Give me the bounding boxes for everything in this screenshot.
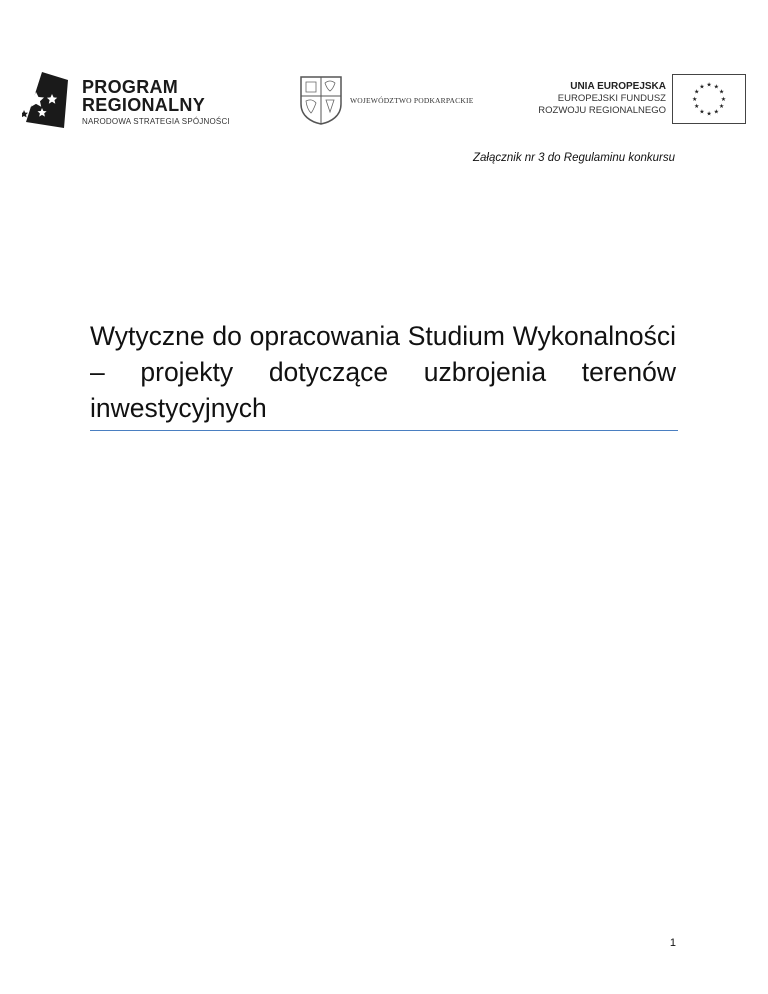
eu-logo-line3: ROZWOJU REGIONALNEGO xyxy=(538,105,666,116)
annex-note: Załącznik nr 3 do Regulaminu konkursu xyxy=(473,152,675,164)
voivodeship-logo xyxy=(298,74,498,126)
eu-star-icon: ★ xyxy=(718,104,725,111)
eu-star-icon: ★ xyxy=(720,96,726,103)
program-logo-line3: NARODOWA STRATEGIA SPÓJNOŚCI xyxy=(82,117,230,126)
eu-star-icon: ★ xyxy=(693,89,700,96)
eu-logo-line1: UNIA EUROPEJSKA xyxy=(570,81,666,92)
coat-of-arms-icon xyxy=(298,74,344,126)
page-number: 1 xyxy=(669,937,676,949)
program-logo-line1: PROGRAM xyxy=(82,77,179,97)
title-underline xyxy=(90,430,678,431)
eu-star-icon: ★ xyxy=(699,109,705,116)
eu-flag-icon xyxy=(672,74,746,124)
eu-star-icon: ★ xyxy=(713,109,719,116)
document-title: Wytyczne do opracowania Studium Wykonalności – projekty dotyczące uzbrojenia terenów inwestycyjnych xyxy=(90,321,676,423)
eu-logo-line2: EUROPEJSKI FUNDUSZ xyxy=(557,93,666,104)
eu-fund-logo xyxy=(528,74,746,126)
program-logo-line2: REGIONALNY xyxy=(82,95,206,115)
voivodeship-name: WOJEWÓDZTWO PODKARPACKIE xyxy=(350,96,474,105)
stars-icon xyxy=(22,70,70,130)
eu-star-icon: ★ xyxy=(713,84,719,91)
program-regionalny-logo xyxy=(22,70,232,132)
eu-star-icon: ★ xyxy=(693,104,700,111)
eu-star-icon: ★ xyxy=(718,89,725,96)
eu-star-icon: ★ xyxy=(706,82,712,89)
eu-star-icon: ★ xyxy=(699,84,705,91)
eu-star-icon: ★ xyxy=(706,111,712,118)
eu-star-icon: ★ xyxy=(692,96,698,103)
